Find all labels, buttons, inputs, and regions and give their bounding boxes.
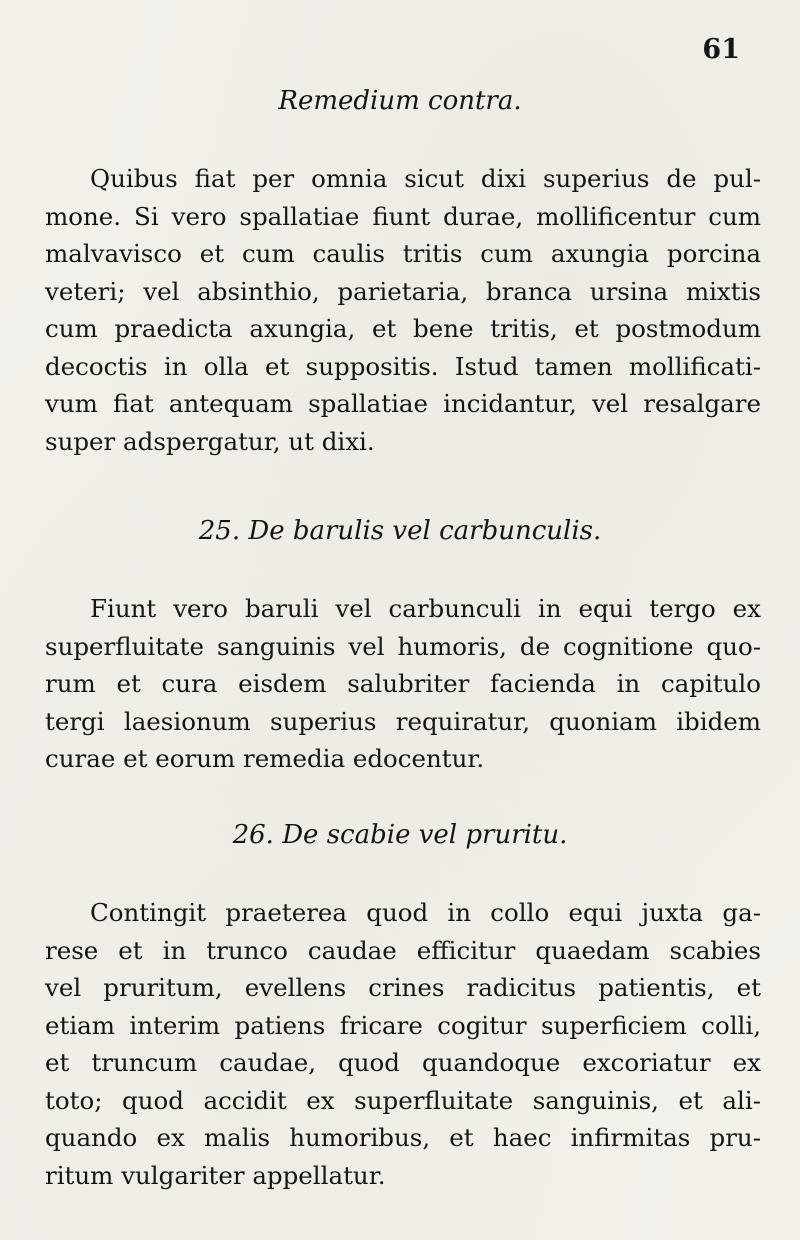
text-line: quando ex malis humoribus, et haec infirmitas pru-	[45, 1123, 761, 1152]
text-line: super adspergatur, ut dixi.	[45, 426, 375, 456]
text-line: tergi laesionum superius requiratur, quoniam ibidem	[45, 706, 761, 736]
section-heading-remedium: Remedium contra.	[278, 86, 522, 116]
text-line: ritum vulgariter appellatur.	[45, 1160, 386, 1190]
text-line: rum et cura eisdem salubriter facienda in capitulo	[45, 669, 761, 698]
text-line: toto; quod accidit ex superfluitate sanguinis, et ali-	[45, 1085, 761, 1115]
text-line: malvavisco et cum caulis tritis cum axungia porcina	[45, 239, 761, 268]
text-line: Fiunt vero baruli vel carbunculi in equi tergo ex	[90, 594, 761, 623]
paragraph-remedium	[45, 160, 761, 460]
page-number: 61	[702, 34, 740, 65]
paragraph-26	[45, 894, 761, 1194]
text-line: cum praedicta axungia, et bene tritis, et postmodum	[45, 314, 761, 343]
text-line: etiam interim patiens fricare cogitur superficiem colli,	[45, 1010, 761, 1040]
text-line: decoctis in olla et suppositis. Istud tamen mollificati-	[45, 351, 761, 381]
text-line: et truncum caudae, quod quandoque excoriatur ex	[45, 1048, 761, 1077]
text-line: veteri; vel absinthio, parietaria, branca ursina mixtis	[45, 276, 761, 306]
paragraph-25	[45, 590, 761, 778]
text-line: superfluitate sanguinis vel humoris, de cognitione quo-	[45, 631, 761, 661]
text-line: rese et in trunco caudae efficitur quaedam scabies	[45, 935, 761, 965]
text-line: Contingit praeterea quod in collo equi juxta ga-	[90, 898, 761, 927]
section-heading-26: 26. De scabie vel pruritu.	[232, 820, 568, 850]
text-line: Quibus fiat per omnia sicut dixi superius de pul-	[90, 164, 761, 193]
text-line: vum fiat antequam spallatiae incidantur, vel resalgare	[45, 389, 761, 418]
text-line: curae et eorum remedia edocentur.	[45, 744, 485, 773]
text-line: vel pruritum, evellens crines radicitus patientis, et	[45, 973, 761, 1002]
section-heading-25: 25. De barulis vel carbunculis.	[198, 516, 602, 546]
text-line: mone. Si vero spallatiae fiunt durae, mollificentur cum	[45, 201, 761, 231]
